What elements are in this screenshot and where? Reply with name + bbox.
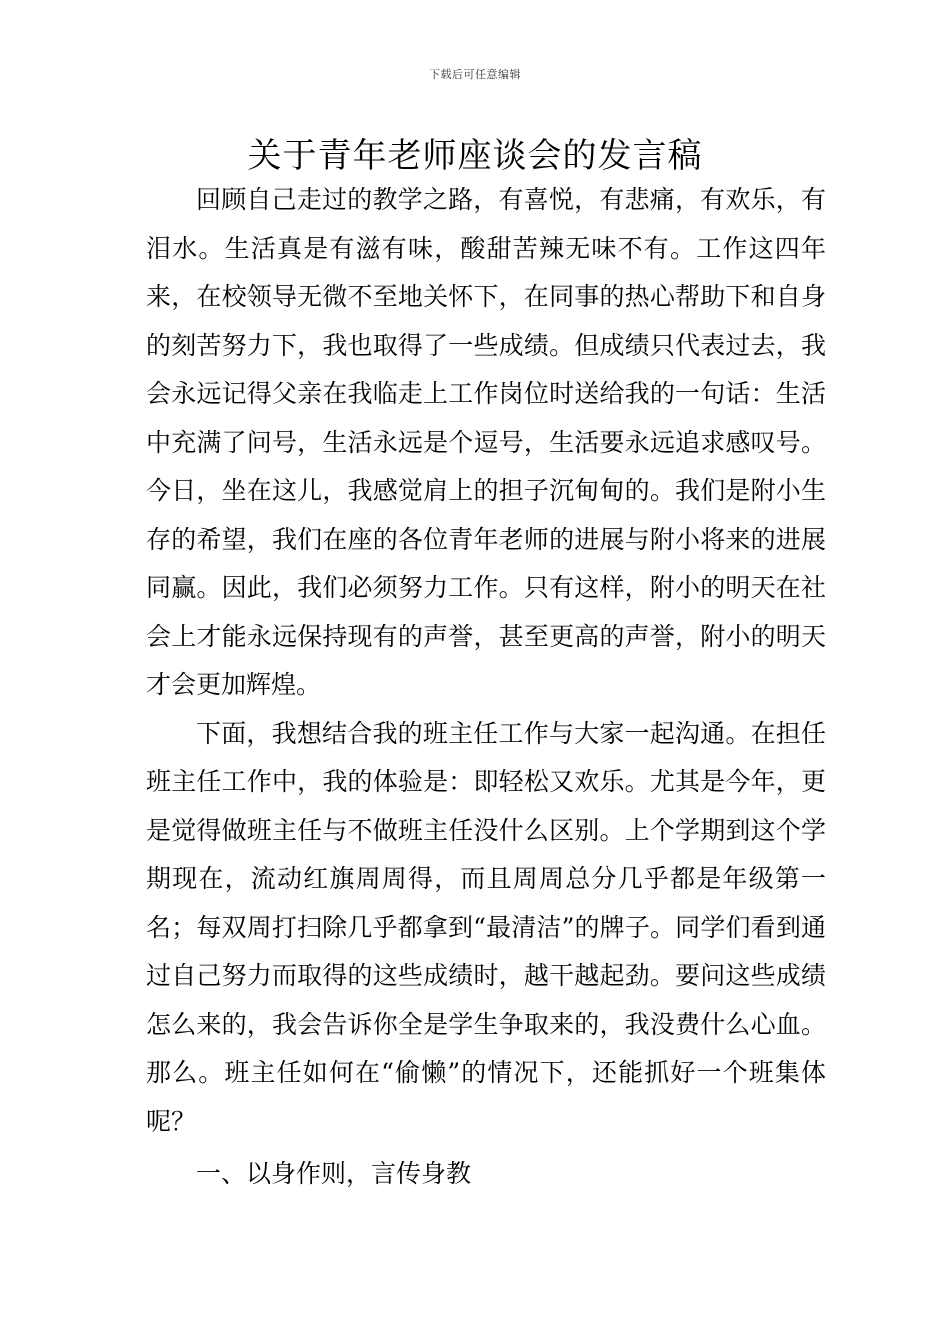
document-title: 关于青年老师座谈会的发言稿 — [247, 136, 703, 176]
body-paragraph: 下面，我想结合我的班主任工作与大家一起沟通。在担任班主任工作中，我的体验是：即轻松又欢乐。尤其是今年，更是觉得做班主任与不做班主任没什么区别。上个学期到这个学期现在，流动红旗周周得，而且周周总分几乎都是年级第一名；每双周打扫除几乎都拿到“最清洁”的牌子。同学们看到通过自己努力而取得的这些成绩时，越干越起劲。要问这些成绩怎么来的，我会告诉你全是学生争取来的，我没费什么心血。那么。班主任如何在“偷懒”的情况下，还能抓好一个班集体呢？ — [146, 718, 826, 1136]
header-note: 下载后可任意编辑 — [429, 68, 521, 81]
body-paragraph: 回顾自己走过的教学之路，有喜悦，有悲痛，有欢乐，有泪水。生活真是有滋有味，酸甜苦辣无味不有。工作这四年来，在校领导无微不至地关怀下，在同事的热心帮助下和自身的刻苦努力下，我也取得了一些成绩。但成绩只代表过去，我会永远记得父亲在我临走上工作岗位时送给我的一句话：生活中充满了问号，生活永远是个逗号，生活要永远追求感叹号。今日，坐在这儿，我感觉肩上的担子沉甸甸的。我们是附小生存的希望，我们在座的各位青年老师的进展与附小将来的进展同赢。因此，我们必须努力工作。只有这样，附小的明天在社会上才能永远保持现有的声誉，甚至更高的声誉，附小的明天才会更加辉煌。 — [146, 185, 826, 699]
section-heading: 一、以身作则，言传身教 — [196, 1159, 472, 1188]
document-body — [146, 176, 826, 1199]
